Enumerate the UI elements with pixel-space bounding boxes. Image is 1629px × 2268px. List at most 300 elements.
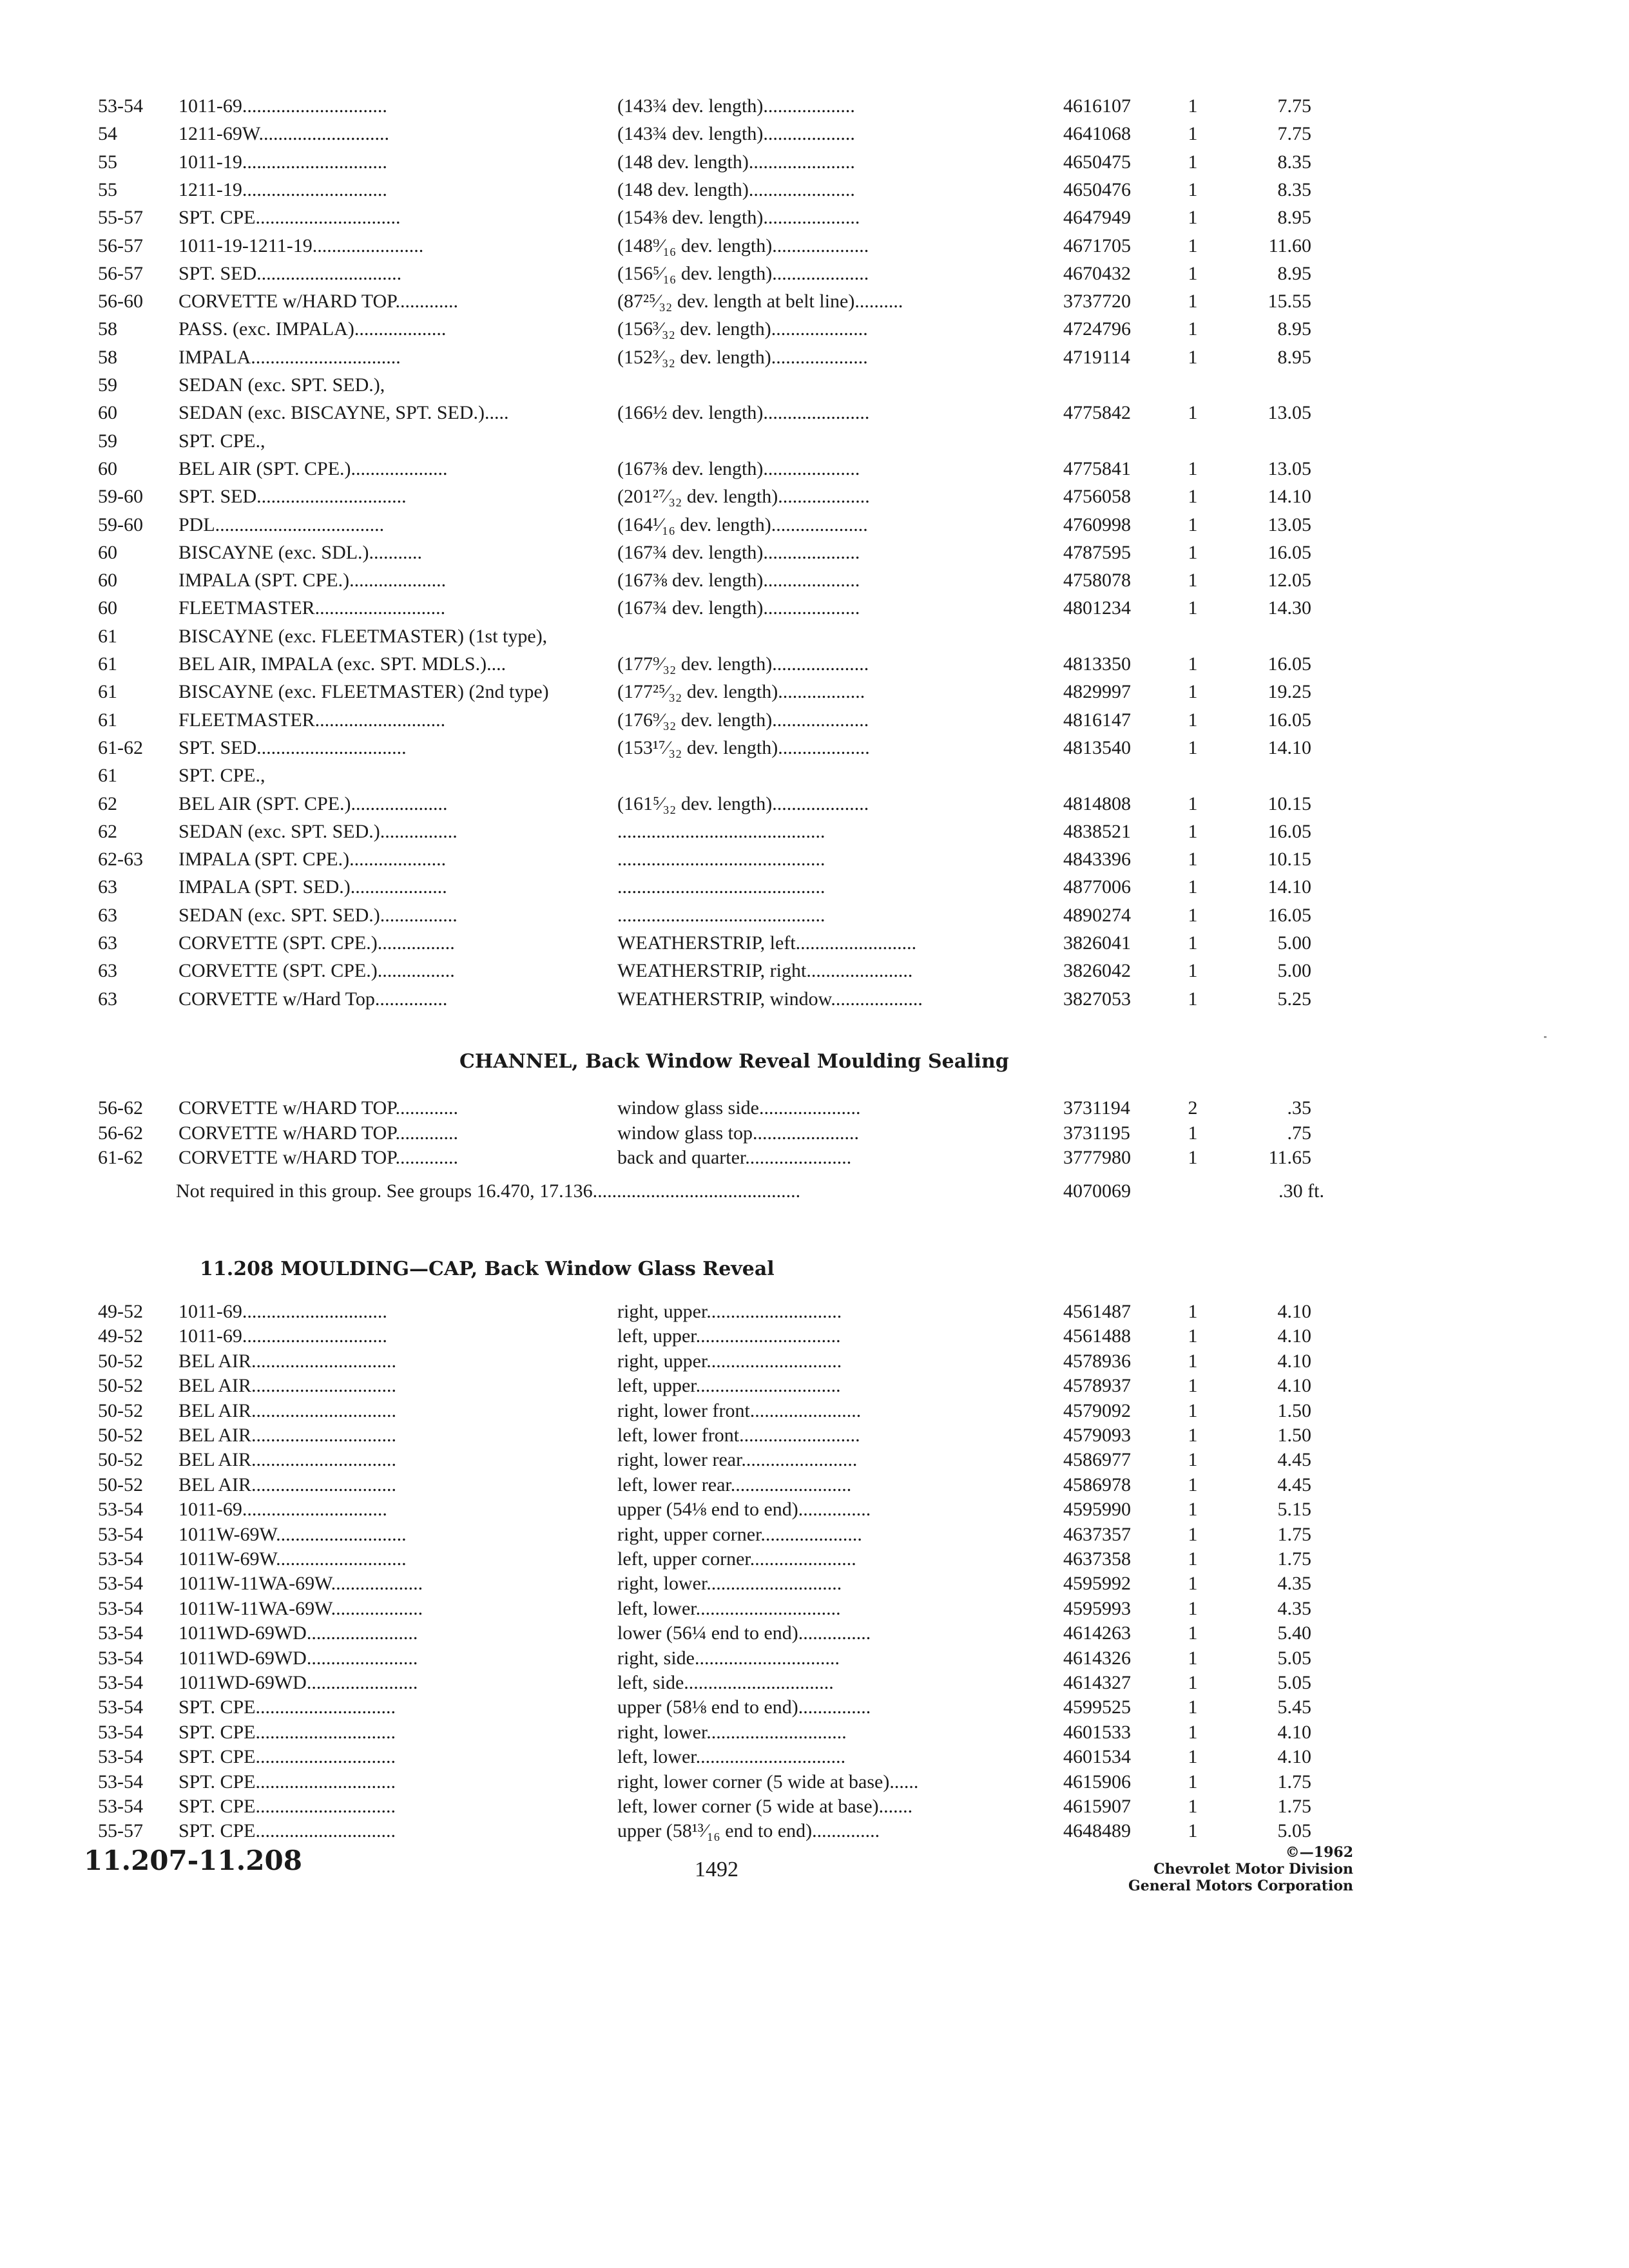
- part-number: 4724796: [1063, 318, 1131, 340]
- model-name: SPT. SED...............................: [178, 486, 407, 507]
- part-number: 4775841: [1063, 458, 1131, 479]
- model-name: 1011-69..............................: [178, 1325, 387, 1347]
- price: 14.10: [1268, 737, 1311, 758]
- part-number: 4614263: [1063, 1622, 1131, 1644]
- price: 8.95: [1277, 318, 1311, 340]
- part-description: upper (58¹³⁄₁₆ end to end)..............: [617, 1820, 880, 1841]
- part-description: (156⁵⁄₁₆ dev. length)....................: [617, 263, 869, 284]
- quantity: 1: [1188, 849, 1198, 870]
- quantity: 1: [1188, 1722, 1198, 1743]
- quantity: 1: [1188, 179, 1198, 200]
- part-number: 4595990: [1063, 1499, 1131, 1520]
- part-description: (152³⁄₃₂ dev. length)....................: [617, 347, 868, 368]
- quantity: 1: [1188, 1696, 1198, 1718]
- price: 4.45: [1277, 1449, 1311, 1470]
- model-name: CORVETTE (SPT. CPE.)................: [178, 932, 455, 954]
- model-years: 61-62: [98, 1147, 143, 1168]
- model-years: 50-52: [98, 1425, 143, 1446]
- price: 4.10: [1277, 1350, 1311, 1372]
- model-years: 53-54: [98, 1746, 143, 1767]
- model-name: BEL AIR (SPT. CPE.)....................: [178, 458, 448, 479]
- model-years: 53-54: [98, 1499, 143, 1520]
- part-description: right, side..............................: [617, 1648, 840, 1669]
- model-name: BEL AIR..............................: [178, 1350, 397, 1372]
- model-years: 63: [98, 905, 117, 926]
- price: 1.75: [1277, 1524, 1311, 1545]
- model-name: CORVETTE (SPT. CPE.)................: [178, 960, 455, 981]
- model-years: 55-57: [98, 207, 143, 228]
- part-number: 4586977: [1063, 1449, 1131, 1470]
- price: 10.15: [1268, 793, 1311, 814]
- price: 5.40: [1277, 1622, 1311, 1644]
- quantity: 1: [1188, 235, 1198, 256]
- part-number: 4816147: [1063, 709, 1131, 731]
- quantity: 1: [1188, 542, 1198, 563]
- table-row: [0, 1323, 1629, 1349]
- model-name: SEDAN (exc. SPT. SED.)................: [178, 905, 458, 926]
- table-row: [0, 121, 1629, 147]
- part-description: window glass top......................: [617, 1122, 859, 1144]
- quantity: 1: [1188, 737, 1198, 758]
- table-row: [0, 874, 1629, 900]
- part-description: right, upper............................: [617, 1301, 842, 1322]
- model-name: SPT. CPE.............................: [178, 1820, 396, 1841]
- model-years: 61: [98, 709, 117, 731]
- table-row: [0, 93, 1629, 119]
- table-row: [0, 1522, 1629, 1548]
- part-number: 4578936: [1063, 1350, 1131, 1372]
- table-row: [0, 316, 1629, 342]
- table-row: [0, 1744, 1629, 1770]
- part-number: 4650475: [1063, 151, 1131, 173]
- price: 5.05: [1277, 1672, 1311, 1693]
- part-number: 4814808: [1063, 793, 1131, 814]
- model-name: FLEETMASTER...........................: [178, 597, 446, 619]
- quantity: 1: [1188, 1648, 1198, 1669]
- model-years: 61: [98, 653, 117, 675]
- part-description: (167⅜ dev. length)....................: [617, 570, 860, 591]
- model-name: 1011W-69W...........................: [178, 1524, 407, 1545]
- price: 19.25: [1268, 681, 1311, 702]
- table-row: [0, 1095, 1629, 1121]
- part-number: 3827053: [1063, 988, 1131, 1010]
- table-row: [0, 1349, 1629, 1374]
- model-name: SEDAN (exc. SPT. SED.),: [178, 374, 385, 396]
- quantity: 2: [1188, 1097, 1198, 1119]
- part-description: left, lower...............................: [617, 1746, 846, 1767]
- quantity: 1: [1188, 318, 1198, 340]
- price: 8.95: [1277, 207, 1311, 228]
- part-number: 4787595: [1063, 542, 1131, 563]
- quantity: 1: [1188, 932, 1198, 954]
- model-name: 1011WD-69WD.......................: [178, 1622, 418, 1644]
- model-years: 53-54: [98, 1771, 143, 1792]
- part-description: left, lower..............................: [617, 1598, 841, 1619]
- table-row: [0, 1472, 1629, 1498]
- price: 4.10: [1277, 1301, 1311, 1322]
- channel-note-row: [0, 1178, 1629, 1204]
- part-number: 4595993: [1063, 1598, 1131, 1619]
- model-years: 59-60: [98, 514, 143, 535]
- price: 16.05: [1268, 905, 1311, 926]
- model-years: 53-54: [98, 1598, 143, 1619]
- channel-section-heading: CHANNEL, Back Window Reveal Moulding Sealing: [459, 1050, 1009, 1073]
- quantity: 1: [1188, 291, 1198, 312]
- part-description: WEATHERSTRIP, left.........................: [617, 932, 917, 954]
- price: 1.75: [1277, 1796, 1311, 1817]
- part-description: window glass side.....................: [617, 1097, 861, 1119]
- part-description: (176⁹⁄₃₂ dev. length)....................: [617, 709, 869, 731]
- quantity: 1: [1188, 1573, 1198, 1594]
- model-name: 1011-19..............................: [178, 151, 387, 173]
- quantity: 1: [1188, 1796, 1198, 1817]
- part-number: 4756058: [1063, 486, 1131, 507]
- quantity: 1: [1188, 151, 1198, 173]
- price: 1.75: [1277, 1771, 1311, 1792]
- table-row: [0, 345, 1629, 370]
- quantity: 1: [1188, 486, 1198, 507]
- part-description: right, lower.............................: [617, 1722, 847, 1743]
- part-description: right, upper............................: [617, 1350, 842, 1372]
- model-years: 53-54: [98, 1672, 143, 1693]
- model-years: 58: [98, 318, 117, 340]
- model-years: 60: [98, 402, 117, 423]
- model-name: SPT. SED..............................: [178, 263, 402, 284]
- price: 5.05: [1277, 1820, 1311, 1841]
- model-years: 60: [98, 458, 117, 479]
- price: .35: [1287, 1097, 1311, 1119]
- price: 1.50: [1277, 1425, 1311, 1446]
- model-years: 50-52: [98, 1474, 143, 1495]
- part-description: (148 dev. length)......................: [617, 151, 855, 173]
- table-row: [0, 763, 1629, 789]
- part-description: WEATHERSTRIP, right......................: [617, 960, 913, 981]
- part-description: ...........................................: [617, 905, 825, 926]
- model-name: 1011-69..............................: [178, 1301, 387, 1322]
- model-name: BEL AIR..............................: [178, 1474, 397, 1495]
- quantity: 1: [1188, 1375, 1198, 1396]
- quantity: 1: [1188, 709, 1198, 731]
- price: 14.10: [1268, 486, 1311, 507]
- price: 16.05: [1268, 653, 1311, 675]
- part-number: 4599525: [1063, 1696, 1131, 1718]
- price: 13.05: [1268, 458, 1311, 479]
- part-number: 4719114: [1063, 347, 1130, 368]
- price: 13.05: [1268, 402, 1311, 423]
- table-row: [0, 651, 1629, 677]
- part-number: 4671705: [1063, 235, 1131, 256]
- part-number: 3777980: [1063, 1147, 1131, 1168]
- quantity: 1: [1188, 1598, 1198, 1619]
- price: 5.00: [1277, 960, 1311, 981]
- price: 14.10: [1268, 876, 1311, 898]
- model-years: 61: [98, 626, 117, 647]
- model-name: BEL AIR (SPT. CPE.)....................: [178, 793, 448, 814]
- model-name: BEL AIR..............................: [178, 1425, 397, 1446]
- model-name: 1011WD-69WD.......................: [178, 1672, 418, 1693]
- model-name: 1211-19..............................: [178, 179, 387, 200]
- quantity: 1: [1188, 1771, 1198, 1792]
- model-years: 55-57: [98, 1820, 143, 1841]
- table-row: [0, 540, 1629, 566]
- model-years: 49-52: [98, 1325, 143, 1347]
- price: 15.55: [1268, 291, 1311, 312]
- table-row: [0, 1120, 1629, 1146]
- model-years: 63: [98, 988, 117, 1010]
- table-row: [0, 707, 1629, 733]
- table-row: [0, 1695, 1629, 1720]
- quantity: 1: [1188, 1548, 1198, 1570]
- model-years: 60: [98, 597, 117, 619]
- part-number: 4650476: [1063, 179, 1131, 200]
- quantity: 1: [1188, 1400, 1198, 1421]
- model-name: PDL...................................: [178, 514, 385, 535]
- quantity: 1: [1188, 905, 1198, 926]
- quantity: 1: [1188, 263, 1198, 284]
- price: 7.75: [1277, 95, 1311, 117]
- note-text: Not required in this group. See groups 16.470, 17.136...........................................: [176, 1180, 801, 1202]
- corporation-name: General Motors Corporation: [1128, 1878, 1353, 1894]
- model-years: 50-52: [98, 1350, 143, 1372]
- price: 8.35: [1277, 151, 1311, 173]
- table-row: [0, 819, 1629, 845]
- model-name: SPT. CPE.............................: [178, 1722, 396, 1743]
- price: 11.65: [1268, 1147, 1311, 1168]
- part-number: 4813350: [1063, 653, 1131, 675]
- model-name: CORVETTE w/HARD TOP.............: [178, 1147, 459, 1168]
- part-number: 4616107: [1063, 95, 1131, 117]
- table-row: [0, 400, 1629, 426]
- note-part-number: 4070069: [1063, 1180, 1131, 1202]
- model-years: 56-62: [98, 1097, 143, 1119]
- model-years: 53-54: [98, 1722, 143, 1743]
- price: 5.15: [1277, 1499, 1311, 1520]
- part-description: lower (56¼ end to end)...............: [617, 1622, 871, 1644]
- part-number: 4561488: [1063, 1325, 1131, 1347]
- price: 5.05: [1277, 1648, 1311, 1669]
- quantity: 1: [1188, 1147, 1198, 1168]
- division-name: Chevrolet Motor Division: [1153, 1861, 1353, 1878]
- model-years: 56-62: [98, 1122, 143, 1144]
- model-name: FLEETMASTER...........................: [178, 709, 446, 731]
- quantity: 1: [1188, 347, 1198, 368]
- model-name: 1011-19-1211-19.......................: [178, 235, 424, 256]
- part-description: upper (54⅛ end to end)...............: [617, 1499, 871, 1520]
- part-description: (167⅜ dev. length)....................: [617, 458, 860, 479]
- model-years: 59-60: [98, 486, 143, 507]
- quantity: 1: [1188, 1301, 1198, 1322]
- model-name: SPT. CPE.,: [178, 430, 265, 452]
- table-row: [0, 512, 1629, 538]
- model-years: 53-54: [98, 1548, 143, 1570]
- part-number: 4838521: [1063, 821, 1131, 842]
- model-years: 56-60: [98, 291, 143, 312]
- model-years: 53-54: [98, 1796, 143, 1817]
- model-name: SPT. SED...............................: [178, 737, 407, 758]
- price: 4.45: [1277, 1474, 1311, 1495]
- price: 4.10: [1277, 1746, 1311, 1767]
- model-years: 56-57: [98, 235, 143, 256]
- copyright-year: ©—1962: [1285, 1844, 1353, 1861]
- part-description: right, lower rear........................: [617, 1449, 858, 1470]
- model-years: 53-54: [98, 1573, 143, 1594]
- part-number: 4890274: [1063, 905, 1131, 926]
- quantity: 1: [1188, 960, 1198, 981]
- part-description: (177²⁵⁄₃₂ dev. length)..................: [617, 681, 865, 702]
- model-years: 55: [98, 151, 117, 173]
- part-number: 4775842: [1063, 402, 1131, 423]
- price: 7.75: [1277, 123, 1311, 144]
- part-number: 4561487: [1063, 1301, 1131, 1322]
- part-number: 4595992: [1063, 1573, 1131, 1594]
- scan-speck: [1544, 1036, 1547, 1038]
- part-number: 4648489: [1063, 1820, 1131, 1841]
- model-name: SPT. CPE.,: [178, 765, 265, 786]
- table-row: [0, 903, 1629, 928]
- table-row: [0, 1794, 1629, 1820]
- quantity: 1: [1188, 458, 1198, 479]
- part-description: left, side...............................: [617, 1672, 834, 1693]
- quantity: 1: [1188, 821, 1198, 842]
- model-years: 49-52: [98, 1301, 143, 1322]
- price: 5.25: [1277, 988, 1311, 1010]
- page-number: 1492: [695, 1858, 738, 1881]
- quantity: 1: [1188, 876, 1198, 898]
- model-years: 50-52: [98, 1375, 143, 1396]
- price: 14.30: [1268, 597, 1311, 619]
- price: 5.45: [1277, 1696, 1311, 1718]
- model-name: CORVETTE w/HARD TOP.............: [178, 1122, 459, 1144]
- part-description: (153¹⁷⁄₃₂ dev. length)...................: [617, 737, 870, 758]
- part-number: 3737720: [1063, 291, 1131, 312]
- part-number: 4579092: [1063, 1400, 1131, 1421]
- part-number: 4641068: [1063, 123, 1131, 144]
- price: 16.05: [1268, 709, 1311, 731]
- part-description: right, lower............................: [617, 1573, 842, 1594]
- model-name: BEL AIR..............................: [178, 1449, 397, 1470]
- table-row: [0, 456, 1629, 482]
- model-years: 61: [98, 765, 117, 786]
- quantity: 1: [1188, 653, 1198, 675]
- quantity: 1: [1188, 570, 1198, 591]
- table-row: [0, 958, 1629, 984]
- part-description: ...........................................: [617, 821, 825, 842]
- part-number: 4578937: [1063, 1375, 1131, 1396]
- part-description: ...........................................: [617, 849, 825, 870]
- quantity: 1: [1188, 1499, 1198, 1520]
- price: 16.05: [1268, 821, 1311, 842]
- quantity: 1: [1188, 988, 1198, 1010]
- model-years: 61: [98, 681, 117, 702]
- part-description: (154⅜ dev. length)....................: [617, 207, 860, 228]
- table-row: [0, 568, 1629, 593]
- part-number: 3731195: [1063, 1122, 1130, 1144]
- quantity: 1: [1188, 1820, 1198, 1841]
- model-name: BEL AIR..............................: [178, 1400, 397, 1421]
- table-row: [0, 986, 1629, 1012]
- part-number: 4829997: [1063, 681, 1131, 702]
- moulding-section-heading: 11.208 MOULDING—CAP, Back Window Glass Reveal: [200, 1258, 775, 1280]
- table-row: [0, 1299, 1629, 1325]
- part-description: back and quarter......................: [617, 1147, 852, 1168]
- quantity: 1: [1188, 1350, 1198, 1372]
- part-description: (167¾ dev. length)....................: [617, 597, 860, 619]
- model-years: 63: [98, 932, 117, 954]
- model-name: IMPALA (SPT. SED.)....................: [178, 876, 447, 898]
- table-row: [0, 1145, 1629, 1171]
- copyright-block: [1057, 1844, 1353, 1894]
- part-description: (177⁹⁄₃₂ dev. length)....................: [617, 653, 869, 675]
- model-years: 53-54: [98, 1696, 143, 1718]
- model-years: 60: [98, 542, 117, 563]
- part-description: (148 dev. length)......................: [617, 179, 855, 200]
- model-years: 50-52: [98, 1449, 143, 1470]
- model-name: BISCAYNE (exc. FLEETMASTER) (1st type),: [178, 626, 548, 647]
- model-years: 60: [98, 570, 117, 591]
- model-name: SPT. CPE.............................: [178, 1771, 396, 1792]
- table-row: [0, 261, 1629, 287]
- model-years: 56-57: [98, 263, 143, 284]
- part-description: left, upper corner......................: [617, 1548, 856, 1570]
- model-name: SPT. CPE.............................: [178, 1746, 396, 1767]
- table-row: [0, 177, 1629, 203]
- table-row: [0, 1818, 1629, 1844]
- model-name: 1011WD-69WD.......................: [178, 1648, 418, 1669]
- part-number: 4615906: [1063, 1771, 1131, 1792]
- model-name: 1011-69..............................: [178, 95, 387, 117]
- table-row: [0, 233, 1629, 259]
- model-name: SPT. CPE.............................: [178, 1696, 396, 1718]
- quantity: 1: [1188, 1425, 1198, 1446]
- model-years: 53-54: [98, 1648, 143, 1669]
- model-name: SEDAN (exc. BISCAYNE, SPT. SED.).....: [178, 402, 509, 423]
- model-name: 1011W-11WA-69W...................: [178, 1598, 423, 1619]
- price: .75: [1287, 1122, 1311, 1144]
- part-number: 4586978: [1063, 1474, 1131, 1495]
- note-price: .30 ft.: [1278, 1180, 1324, 1202]
- price: 4.10: [1277, 1722, 1311, 1743]
- model-name: CORVETTE w/HARD TOP.............: [178, 1097, 459, 1119]
- price: 1.50: [1277, 1400, 1311, 1421]
- model-years: 50-52: [98, 1400, 143, 1421]
- part-number: 4801234: [1063, 597, 1131, 619]
- part-number: 4637357: [1063, 1524, 1131, 1545]
- price: 8.95: [1277, 347, 1311, 368]
- price: 16.05: [1268, 542, 1311, 563]
- quantity: 1: [1188, 1672, 1198, 1693]
- group-code: 11.207-11.208: [84, 1845, 302, 1876]
- table-row: [0, 1571, 1629, 1597]
- model-name: 1211-69W...........................: [178, 123, 389, 144]
- model-years: 53-54: [98, 1622, 143, 1644]
- model-years: 59: [98, 374, 117, 396]
- price: 10.15: [1268, 849, 1311, 870]
- quantity: 1: [1188, 402, 1198, 423]
- part-number: 4637358: [1063, 1548, 1131, 1570]
- table-row: [0, 428, 1629, 454]
- part-description: left, upper..............................: [617, 1325, 841, 1347]
- part-number: 4760998: [1063, 514, 1131, 535]
- quantity: 1: [1188, 95, 1198, 117]
- price: 4.10: [1277, 1375, 1311, 1396]
- quantity: 1: [1188, 1325, 1198, 1347]
- part-description: (87²⁵⁄₃₂ dev. length at belt line)..........: [617, 291, 903, 312]
- price: 5.00: [1277, 932, 1311, 954]
- model-years: 63: [98, 876, 117, 898]
- model-years: 53-54: [98, 1524, 143, 1545]
- quantity: 1: [1188, 793, 1198, 814]
- part-number: 4601533: [1063, 1722, 1131, 1743]
